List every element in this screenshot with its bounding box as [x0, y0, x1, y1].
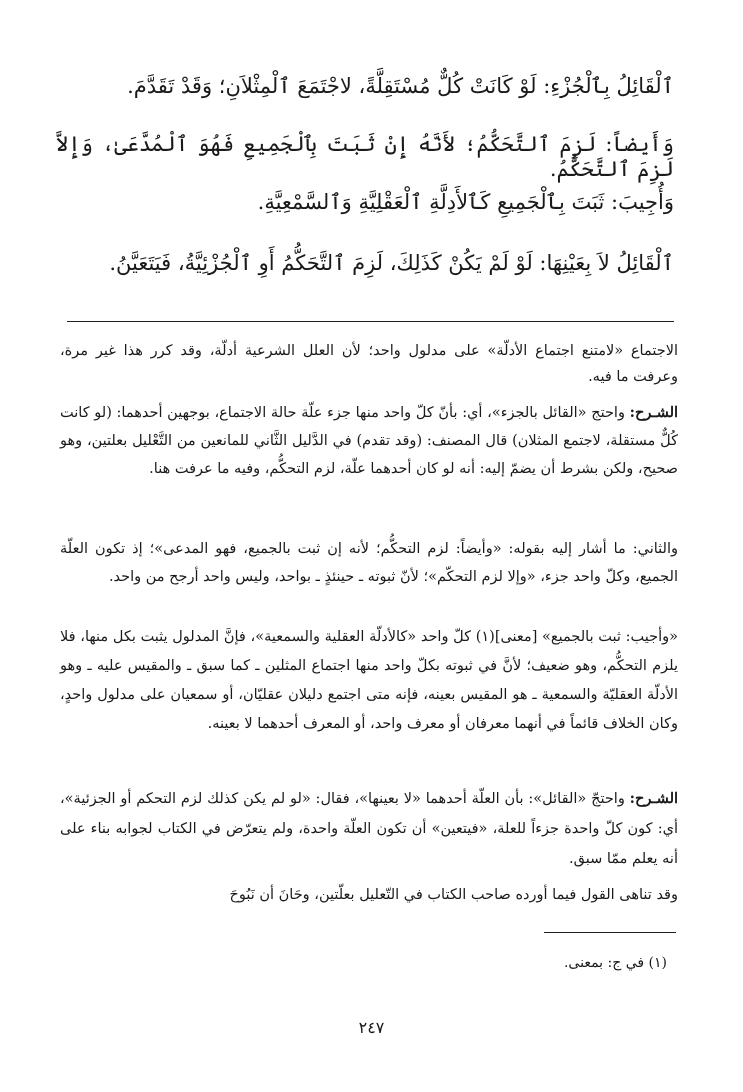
- separator-rule: [67, 321, 674, 322]
- commentary-paragraph-6: وقد تناهى القول فيما أورده صاحب الكتاب في التّعليل بعلّتين، وحَانَ أن نَبُوحَ: [229, 887, 678, 903]
- commentary-text: واحتجّ «القائل»: بأن العلّة أحدهما «لا بعينها»، فقال: «لو لم يكن كذلك لزم التحكم أو الجزئية»، أي: كون كلّ واحدة جزءاً للعلة، «فيتعين» أن تكون العلّة واحدة، ولم يتعرّض في الكتاب لجوابه بناء على أنه يعلم ممّا سبق.: [60, 791, 678, 867]
- commentary-paragraph-5: [60, 784, 678, 874]
- footnote: (١) في ج: بمعنى.: [563, 955, 667, 971]
- commentary-paragraph-4: «وأجيب: ثبت بالجميع» [معنى](١) كلّ واحد «كالأدلّة العقلية والسمعية»، فإنَّ المدلول يثبت بكل منها، فلا يلزم التحكُّم، وهو ضعيف؛ لأنَّ في ثبوته بكلّ واحد منها اجتماع المثلين ـ كما سبق ـ والمقيس عليه ـ وهو الأدلّة العقليّة والسمعية ـ هو المقيس بعينه، فإنه متى اجتمع دليلان عقليّان، أو سمعيان على مدلول واحدٍ، وكان الخلاف قائماً في أنهما معرفان أو معرف واحد، أو المعرف أحدهما لا بعينه.: [60, 629, 678, 732]
- commentary-text: واحتج «القائل بالجزء»، أي: بأنّ كلّ واحد منها جزء علّة حالة الاجتماع، بوجهين أحدهما: (لو كانت كُلٌّ مستقلة، لاجتمع المثلان) قال المصنف: (وقد تقدم) في الدَّليل الثَّاني للمانعين من التَّعْليل بعلتين، وهو صحيح، ولكن بشرط أن يضمّ إليه: أنه لو كان أحدهما علّة، لزم التحكُّم، وفيه ما عرفت هنا.: [60, 405, 678, 477]
- page-number: ٢٤٧: [358, 1018, 385, 1037]
- sharh-label: الشـرح:: [629, 790, 679, 807]
- matn-line-2: وَأَيضاً: لَزِمَ ٱلتَّحَكُّمُ؛ لأَنَّهُ إِنْ ثَبَتَ بِٱلْجَمِيعِ فَهُوَ ٱلْمُدَّعَىٰ، وَإِلاَّ لَزِمَ ٱلتَّحَكُّمُ.: [56, 132, 674, 182]
- matn-line-3: وَأُجِيبَ: ثَبَتَ بِٱلْجَمِيعِ كَٱلأَدِلَّةِ ٱلْعَقْلِيَّةِ وَٱلسَّمْعِيَّةِ.: [257, 190, 674, 214]
- footnote-separator: [544, 932, 676, 933]
- matn-line-1: ٱلْقَائِلُ بِٱلْجُزْءِ: لَوْ كَانَتْ كُلٌّ مُسْتَقِلَّةً، لاجْتَمَعَ ٱلْمِثْلاَنِ؛ وَقَدْ تَقَدَّمَ.: [127, 74, 674, 98]
- commentary-paragraph-1: الاجتماع «لامتنع اجتماع الأدلّة» على مدلول واحد؛ لأن العلل الشرعية أدلّة، وقد كرر هذا غير مرة، وعرفت ما فيه.: [60, 343, 678, 385]
- sharh-label: الشـرح:: [629, 404, 679, 421]
- commentary-paragraph-3: والثاني: ما أشار إليه بقوله: «وأيضاً: لزم التحكُّم؛ لأنه إن ثبت بالجميع، فهو المدعى»؛ إذ تكون العلّة الجميع، وكلّ واحد جزء، «وإلا لزم التحكّم»؛ لأنّ ثبوته ـ حينئذٍ ـ بواحد، وليس واحد أرجح من واحد.: [60, 541, 678, 585]
- commentary-paragraph-2: [60, 399, 678, 483]
- matn-line-4: ٱلْقَائِلُ لاَ بِعَيْنِهَا: لَوْ لَمْ يَكُنْ كَذَلِكَ، لَزِمَ ٱلتَّحَكُّمُ أَوِ ٱلْجُزْئِيَّةُ، فَيَتَعَيَّنُ.: [109, 251, 674, 275]
